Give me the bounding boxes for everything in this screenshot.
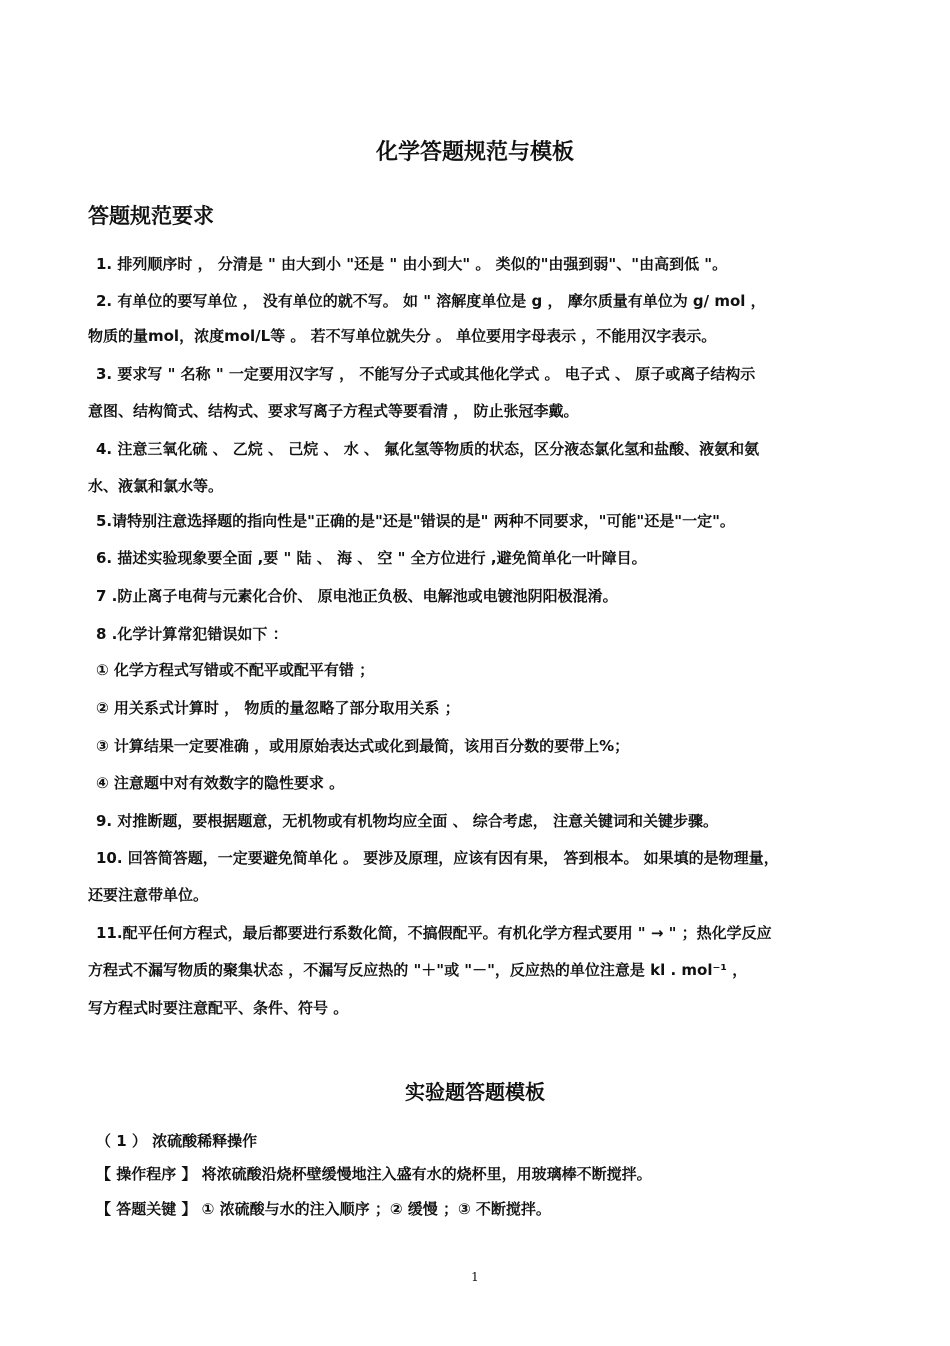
rule-line: ② 用关系式计算时 ， 物质的量忽略了部分取用关系 ； [96, 699, 460, 717]
rule-line: 3. 要求写 " 名称 " 一定要用汉字写 ， 不能写分子式或其他化学式 。 电子式 、 原子或离子结构示 [96, 365, 756, 383]
rule-line: 10. 回答简答题，一定要避免简单化 。 要涉及原理，应该有因有果， 答到根本。 如果填的是物理量， [96, 849, 779, 867]
rule-line: 2. 有单位的要写单位 ， 没有单位的就不写。 如 " 溶解度单位是 g ， 摩尔质量有单位为 g/ mol ， [96, 292, 766, 310]
rule-line: 意图、结构简式、结构式、要求写离子方程式等要看清 ， 防止张冠李戴。 [88, 402, 579, 420]
rule-line: 1. 排列顺序时 ， 分清是 " 由大到小 "还是 " 由小到大" 。 类似的"由强到弱"、"由高到低 "。 [96, 255, 728, 273]
section-heading-answer-rules: 答题规范要求 [88, 204, 214, 228]
rule-line: 物质的量mol，浓度mol/L等 。 若不写单位就失分 。 单位要用字母表示 ，不能用汉字表示。 [88, 327, 717, 345]
rule-line: 9. 对推断题，要根据题意，无机物或有机物均应全面 、 综合考虑， 注意关键词和关键步骤。 [96, 812, 719, 830]
rule-line: ① 化学方程式写错或不配平或配平有错 ； [96, 661, 375, 679]
rule-line: 7 .防止离子电荷与元素化合价、 原电池正负极、电解池或电镀池阴阳极混淆。 [96, 587, 618, 605]
document-title: 化学答题规范与模板 [375, 140, 574, 165]
rule-line: 6. 描述实验现象要全面 ,要 " 陆 、 海 、 空 " 全方位进行 ,避免简单化一叶障目。 [96, 549, 647, 567]
rule-line: 8 .化学计算常犯错误如下 ： [96, 625, 288, 643]
rule-line: 水、液氯和氯水等。 [88, 477, 224, 495]
rule-line: ④ 注意题中对有效数字的隐性要求 。 [96, 774, 345, 792]
rule-line: 方程式不漏写物质的聚集状态 ，不漏写反应热的 "＋"或 "－"，反应热的单位注意是 kl . mol⁻¹ ， [88, 961, 748, 979]
page-number: 1 [471, 1270, 479, 1284]
rule-line: 写方程式时要注意配平、条件、符号 。 [88, 999, 349, 1017]
rule-line: 5.请特别注意选择题的指向性是"正确的是"还是"错误的是" 两种不同要求，"可能"还是"一定"。 [96, 512, 735, 530]
template-line: 【 答题关键 】 ① 浓硫酸与水的注入顺序 ；② 缓慢 ；③ 不断搅拌。 [96, 1200, 551, 1218]
rule-line: 还要注意带单位。 [88, 886, 209, 904]
template-line: 【 操作程序 】 将浓硫酸沿烧杯壁缓慢地注入盛有水的烧杯里，用玻璃棒不断搅拌。 [96, 1165, 652, 1183]
section-heading-experiment-templates: 实验题答题模板 [405, 1080, 545, 1104]
template-line: （ 1 ） 浓硫酸稀释操作 [96, 1132, 258, 1150]
rule-line: ③ 计算结果一定要准确 ，或用原始表达式或化到最简，该用百分数的要带上%； [96, 737, 630, 755]
rule-line: 11.配平任何方程式，最后都要进行系数化简，不搞假配平。有机化学方程式要用 " → " ；热化学反应 [96, 924, 772, 942]
rule-line: 4. 注意三氧化硫 、 乙烷 、 己烷 、 水 、 氟化氢等物质的状态，区分液态氯化氢和盐酸、液氨和氨 [96, 440, 760, 458]
